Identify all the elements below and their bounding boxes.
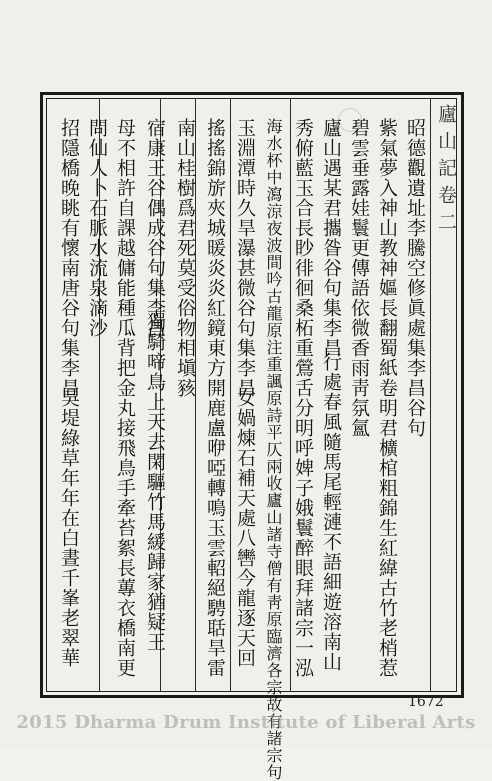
running-head: 廬山記卷二 bbox=[435, 104, 457, 239]
text-column-9: 南山桂樹爲君死莫受俗物相塡豥 bbox=[174, 118, 196, 398]
watermark: 2015 Dharma Drum Institute of Liberal Arts bbox=[16, 712, 476, 733]
text-column-1: 昭德觀遺址李騰空修眞處集李昌谷句 bbox=[404, 118, 426, 438]
page-number: 1672 bbox=[408, 694, 444, 710]
text-column-3: 碧雲垂露娃鬟更傳語依微香雨靑氛氳 bbox=[348, 118, 370, 438]
text-column-5: 秀俯藍玉合長眇徘徊桑柘重鶯舌分明呼婢子娥鬟醉眼拜諸宗一泓 bbox=[292, 118, 314, 678]
text-column-13: 招隱橋晚眺有懷南唐谷句集李昌 bbox=[58, 118, 80, 398]
text-column-10: 宿康王谷偶成谷句集李昌 bbox=[144, 118, 166, 338]
text-column-7-lower: 女媧煉石補天處八轡今龍逐天回 bbox=[234, 388, 256, 668]
text-column-12: 問仙人卜石脈水流泉滴沙 bbox=[86, 118, 108, 338]
column-rule bbox=[430, 98, 431, 692]
text-column-13-lower: 吳堤綠草年年在白晝千峯老翠華 bbox=[58, 388, 80, 668]
text-column-8: 搖搖錦旂夾城暖炎炎紅鏡東方開鹿盧咿啞轉鳴玉雲軺絕騁聒旱雷 bbox=[204, 118, 226, 678]
text-column-4-lower: 行處春風隨馬尾輕漣不語細遊溶南山 bbox=[320, 352, 342, 672]
text-column-11: 母不相許自課越傭能種瓜背把金丸接飛鳥手牽苔絮長蓴衣橋南更 bbox=[114, 118, 136, 678]
text-column-4: 廬山遇某君攜昝谷句集李昌 bbox=[320, 118, 342, 358]
text-column-2: 紫氣夢入神山教神嫗長翻蜀紙卷明君櫎棺粗錦生紅緯古竹老梢惹 bbox=[376, 118, 398, 678]
text-column-6: 海水杯中瀉涼夜波間吟古龍原注重諷原詩平仄兩收廬山諸寺僧有靑原臨濟各宗故有諸宗句 bbox=[264, 118, 283, 781]
text-column-10-lower: 獨騎啼鳥上天去閑驅竹馬緩歸家猶疑王 bbox=[144, 312, 166, 652]
text-column-7: 玉淵潭時久旱瀑甚微谷句集李昌 bbox=[234, 118, 256, 398]
